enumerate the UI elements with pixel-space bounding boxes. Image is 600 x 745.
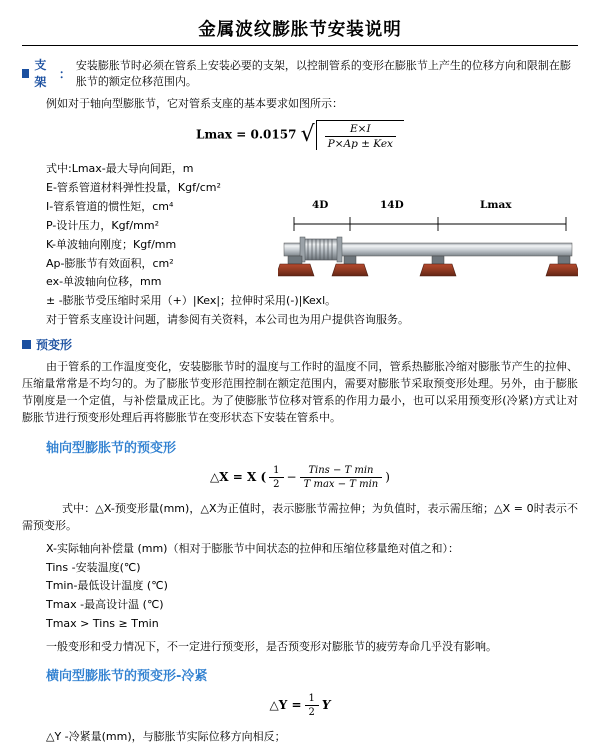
subsection-heading-lateral: 横向型膨胀节的预变形-冷紧 xyxy=(46,669,208,685)
bullet-square-icon xyxy=(22,69,29,78)
lmax-fraction xyxy=(321,123,400,150)
lmax-formula-radicand xyxy=(316,120,404,150)
list-item: K-单波轴向刚度；Kgf/mm xyxy=(46,237,177,251)
lmax-formula xyxy=(22,120,578,150)
diagram-label-lmax: Lmax xyxy=(480,199,512,212)
lmax-fraction-denominator: P×Ap ± Kex xyxy=(327,138,393,151)
list-item: Ap-膨胀节有效面积，cm² xyxy=(46,256,174,270)
list-item: ± -膨胀节受压缩时采用（+）|Kex|；拉伸时采用(-)|Kexl。 xyxy=(46,294,337,308)
bracket-para2: 例如对于轴向型膨胀节，它对管系支座的基本要求如图所示： xyxy=(46,97,343,110)
lateral-half-numerator: 1 xyxy=(305,693,319,706)
bracket-para1: 安装膨胀节时必须在管系上安装必要的支架，以控制管系的变形在膨胀节上产生的位移方向和限制在膨胀节的额定位移范围内。 xyxy=(75,59,571,88)
axial-equation xyxy=(22,465,578,490)
axial-equation-rhs: ) xyxy=(385,469,390,484)
axial-note2: 一般变形和受力情况下，不一定进行预变形，是否预变形对膨胀节的疲劳寿命几乎没有影响。 xyxy=(46,640,497,654)
predeform-para1: 由于管系的工作温度变化，安装膨胀节时的温度与工作时的温度不同，管系热膨胀冷缩对膨胀节产生的拉伸、压缩量常常是不均匀的。为了膨胀节变形范围控制在额定范围内，需要对膨胀节采取预变形处理。另外，由于膨胀节刚度是一个定值，与补偿量成正比。为了使膨胀节位移对管系的作用力最小，也可以采用预变形(冷紧)方式让对膨胀节进行预变形处理后再将膨胀节在变形状态下安装在管系中。 xyxy=(22,360,578,425)
axial-legend-list xyxy=(22,540,578,635)
section-heading-bracket xyxy=(22,56,578,90)
section-heading-predeform-label: 预变形 xyxy=(36,338,73,353)
lateral-note1: △Y -冷紧量(mm)，与膨胀节实际位移方向相反； xyxy=(46,730,286,744)
list-item: 式中:Lmax-最大导向间距，m xyxy=(46,162,194,176)
diagram-label-14d: 14D xyxy=(380,199,404,212)
lateral-half-denominator: 2 xyxy=(308,707,315,719)
title-divider xyxy=(22,45,578,46)
axial-equation-half xyxy=(266,465,286,490)
list-item: Tmax > Tins ≥ Tmin xyxy=(46,617,159,631)
lmax-formula-expression xyxy=(196,120,404,150)
bracket-closing: 对于管系支座设计问题，请参阅有关资料，本公司也为用户提供咨询服务。 xyxy=(46,313,409,327)
list-item: P-设计压力，Kgf/mm² xyxy=(46,218,159,232)
axial-ratio-denominator: T max − T min xyxy=(303,478,379,490)
axial-equation-lhs: △X = X ( xyxy=(210,469,267,484)
lateral-equation-rhs: Y xyxy=(321,698,331,713)
section-heading-bracket-label: 支架 xyxy=(34,58,47,89)
lateral-equation xyxy=(22,693,578,718)
lateral-equation-half xyxy=(302,693,322,718)
axial-half-denominator: 2 xyxy=(273,478,280,490)
section-heading-bracket-colon: ： xyxy=(58,66,71,81)
axial-note1: 式中：△X-预变形量(mm)，△X为正值时，表示膨胀节需拉伸；为负值时，表示需压缩；△X = 0时表示不需预变形。 xyxy=(22,501,578,532)
lmax-formula-lhs: Lmax = 0.0157 xyxy=(196,127,297,142)
list-item: Tins -安装温度(℃) xyxy=(46,560,141,574)
axial-equation-ratio xyxy=(297,465,386,490)
axial-ratio-numerator: Tins − T min xyxy=(300,465,383,478)
radical-icon: √ xyxy=(300,122,315,148)
list-item: I-管系管道的惯性矩，cm⁴ xyxy=(46,199,174,213)
list-item: ex-单波轴向位移，mm xyxy=(46,275,162,289)
bracket-legend-list xyxy=(22,160,578,311)
list-item: Tmin-最低设计温度 (℃) xyxy=(46,579,168,593)
list-item: X-实际轴向补偿量 (mm)（相对于膨胀节中间状态的拉伸和压缩位移量绝对值之和）： xyxy=(46,541,459,555)
lateral-equation-lhs: △Y = xyxy=(269,698,302,713)
page-title: 金属波纹膨胀节安装说明 xyxy=(198,20,402,40)
list-item: Tmax -最高设计温 (℃) xyxy=(46,598,164,612)
list-item: E-管系管道材料弹性投量，Kgf/cm² xyxy=(46,180,221,194)
axial-half-numerator: 1 xyxy=(269,465,283,478)
subsection-heading-axial: 轴向型膨胀节的预变形 xyxy=(46,440,177,456)
bullet-square-icon xyxy=(22,340,31,349)
lmax-fraction-numerator: E×I xyxy=(325,123,396,137)
axial-equation-minus: − xyxy=(286,469,297,484)
diagram-label-4d: 4D xyxy=(312,199,329,212)
section-heading-predeform xyxy=(22,336,578,353)
